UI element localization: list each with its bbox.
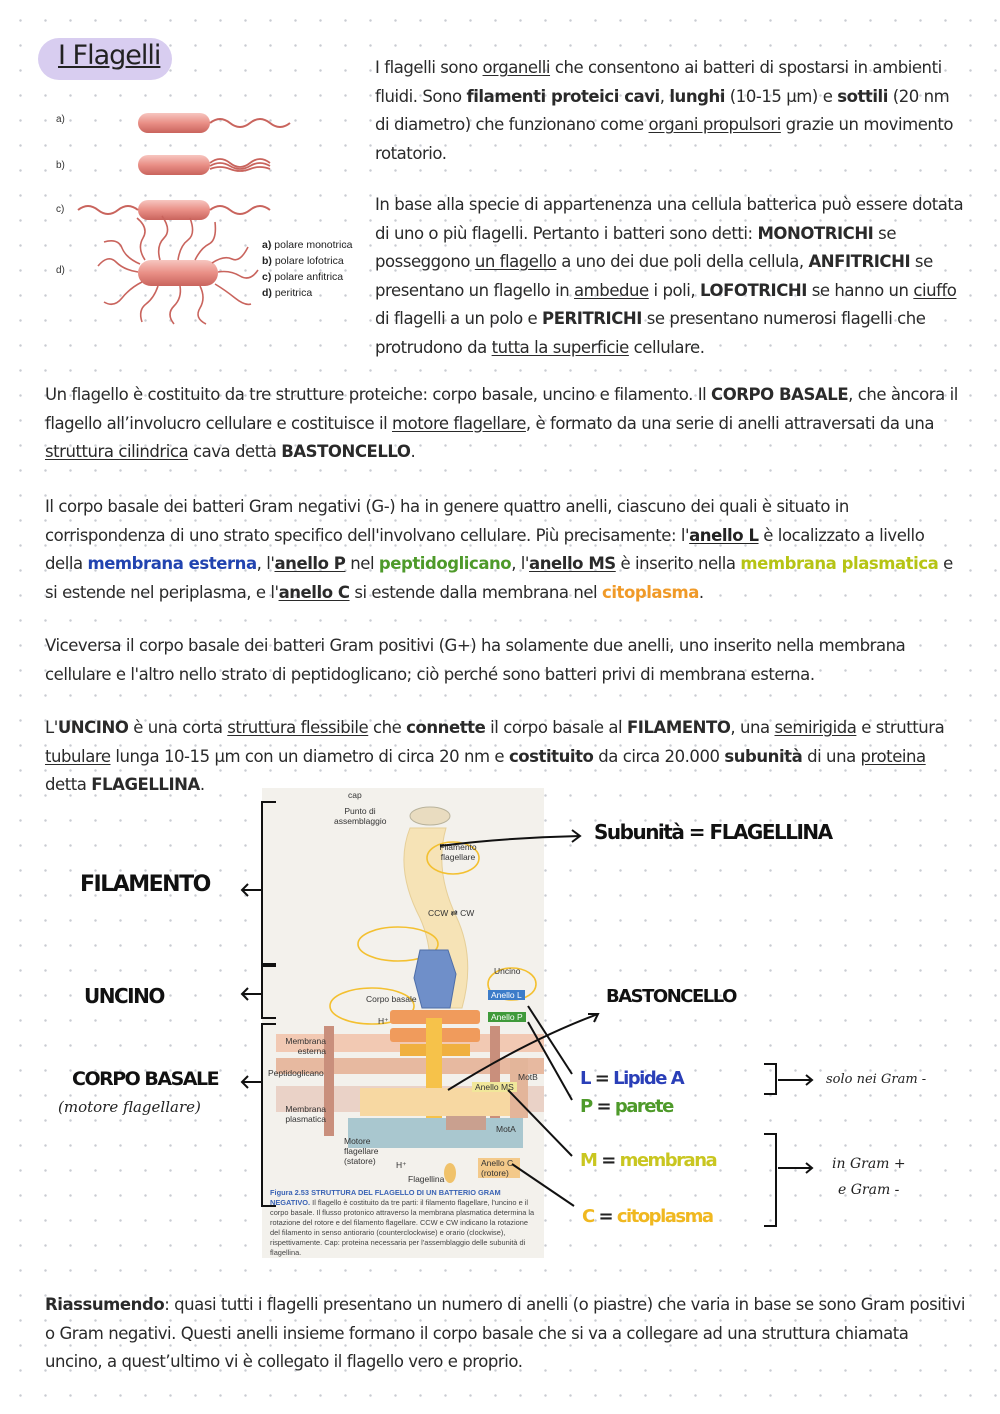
label-hplus-top: H⁺ [378,1016,389,1026]
paragraph-gram-positivi: Viceversa il corpo basale dei batteri Gram positivi (G+) ha solamente due anelli, uno inserito nella membrana cellulare e l'altro nello strato di peptidoglicano; ciò perché sono batteri privi di membrana esterna. [45,636,906,684]
bacterium-a [138,113,210,133]
label-peptidoglicano: Peptidoglicano [268,1068,324,1078]
note-in-gram: in Gram + [832,1156,906,1172]
note-m-membrana: M = membrana [580,1150,717,1171]
label-hplus-bottom: H⁺ [396,1160,407,1170]
figure-label-d: d) [56,265,65,276]
label-membrana-esterna: Membrana esterna [285,1036,326,1056]
arrow-c [512,1164,574,1206]
label-motore: Motore flagellare (statore) [344,1136,379,1166]
arrow-mc [778,1163,812,1173]
label-filamento-flagellare: Filamento flagellare [439,842,477,862]
bracket-filamento [262,802,276,964]
bracket-corpo-basale [262,1024,276,1206]
note-bastoncello: BASTONCELLO [606,986,736,1007]
label-flagellina: Flagellina [408,1174,445,1184]
arrow-corpo-basale [242,1076,262,1088]
flagella-types-figure [40,100,360,330]
annotation-strokes [0,790,1000,1240]
intro-paragraph-1: I flagelli sono organelli che consentono ai batteri di spostarsi in ambienti fluidi. Sono filamenti proteici cavi, lunghi (10-15 μm) e sottili (20 nm di diametro) che funzionano come organi propulsori grazie un movimento rotatorio. [375,58,954,163]
label-anello-l: Anello L [488,990,525,1000]
intro-paragraph-2: In base alla specie di appartenenza una cellula batterica può essere dotata di uno o più flagelli. Pertanto i batteri sono detti: MONOTRICHI se posseggono un flagello a uno dei due poli della cellula, ANFITRICHI se presentano un flagello in ambedue i poli, LOFOTRICHI se hanno un ciuffo di flagelli a un polo e PERITRICHI se presentano numerosi flagelli che protrudono da tutta la superficie cellulare. [375,195,964,357]
note-corpo-basale: CORPO BASALE [72,1068,219,1090]
note-c-citoplasma: C = citoplasma [582,1206,713,1227]
bracket-uncino [262,966,276,1018]
label-ccw-cw: CCW ⇄ CW [428,908,475,918]
bacterium-b [138,155,210,175]
arrow-subunita [440,830,580,846]
label-cap: cap [348,790,362,800]
legend-item-c: c) polare anfitrica [262,271,344,283]
legend-item-d: d) peritrica [262,287,313,299]
label-motb: MotB [518,1072,538,1082]
legend-item-a: a) polare monotrica [262,239,353,251]
figure-label-c: c) [56,204,65,215]
label-anello-c: Anello C (rotore) [478,1158,520,1178]
label-punto-assemblaggio: Punto di assemblaggio [334,806,387,826]
label-corpo-basale: Corpo basale [366,994,417,1004]
page-title: I Flagelli [58,40,161,71]
arrow-bastoncello [448,1014,598,1090]
note-solo-gram: solo nei Gram - [826,1072,927,1087]
label-mota: MotA [496,1124,516,1134]
note-e-gram: e Gram - [838,1182,900,1198]
figure-label-a: a) [56,114,65,125]
arrow-m [508,1090,572,1156]
arrow-filamento [242,884,262,896]
note-subunita: Subunità = FLAGELLINA [594,820,832,844]
paragraph-gram-negativi: Il corpo basale dei batteri Gram negativi (G-) ha in genere quattro anelli, ciascuno dei quali è situato in corrispondenza di uno strato specifico dell'involvano cellulare. Più precisamente: l'anello L è localizzato a livello della membrana esterna, l'anello P nel peptidoglicano, l'anello MS è inserito nella membrana plasmatica e si estende nel periplasma, e l'anello C si estende dalla membrana nel citoplasma. [45,497,953,602]
label-membrana-plasmatica: Membrana plasmatica [285,1104,326,1124]
paragraph-uncino: L'UNCINO è una corta struttura flessibile che connette il corpo basale al FILAMENTO, una semirigida e struttura tubulare lunga 10-15 μm con un diametro di circa 20 nm e costituito da circa 20.000 subunità di una proteina detta FLAGELLINA. [45,718,945,794]
label-anello-ms: Anello MS [472,1082,517,1092]
paragraph-corpo-basale: Un flagello è costituito da tre strutture proteiche: corpo basale, uncino e filamento. Il CORPO BASALE, che àncora il flagello all’involucro cellulare e costituisce il motore flagellare, è formato da una serie di anelli attraversati da una struttura cilindrica cava detta BASTONCELLO. [45,385,958,461]
legend-item-b: b) polare lofotrica [262,255,344,267]
figure-caption: Figura 2.53 STRUTTURA DEL FLAGELLO DI UN BATTERIO GRAM NEGATIVO. Il flagello è costituito da tre parti: il filamento flagellare, l'uncino e il corpo basale. Il flusso protonico attraverso la membrana plasmatica determina la rotazione del rotore e del filamento flagellare. CCW e CW indicano la rotazione del filamento in senso antiorario (counterclockwise) e orario (clockwise), rispettivamente. Cap: proteina necessaria per l'assemblaggio delle subunità di flagellina. [270,1188,535,1257]
note-p-parete: P = parete [580,1096,673,1117]
bacterium-c [138,200,210,220]
summary-paragraph: Riassumendo: quasi tutti i flagelli presentano un numero di anelli (o piastre) che varia in base se sono Gram positivi o Gram negativi. Questi anelli insieme formano il corpo basale che si va a collegare ad una struttura chiamata uncino, a quest’ultimo vi è collegato il flagello vero e proprio. [45,1295,965,1371]
bracket-mc [764,1134,776,1226]
note-motore: (motore flagellare) [58,1098,201,1116]
arrow-uncino [242,988,262,1000]
flagella-legend [262,237,362,301]
bracket-lp [764,1064,776,1094]
note-l-lipide: L = Lipide A [580,1068,684,1089]
bacterium-d [138,260,218,286]
note-filamento: FILAMENTO [80,872,210,897]
label-uncino: Uncino [494,966,521,976]
figure-label-b: b) [56,160,65,171]
arrow-l [528,1006,572,1074]
note-uncino: UNCINO [84,984,164,1008]
label-anello-p: Anello P [488,1012,526,1022]
arrow-lp [778,1075,812,1085]
